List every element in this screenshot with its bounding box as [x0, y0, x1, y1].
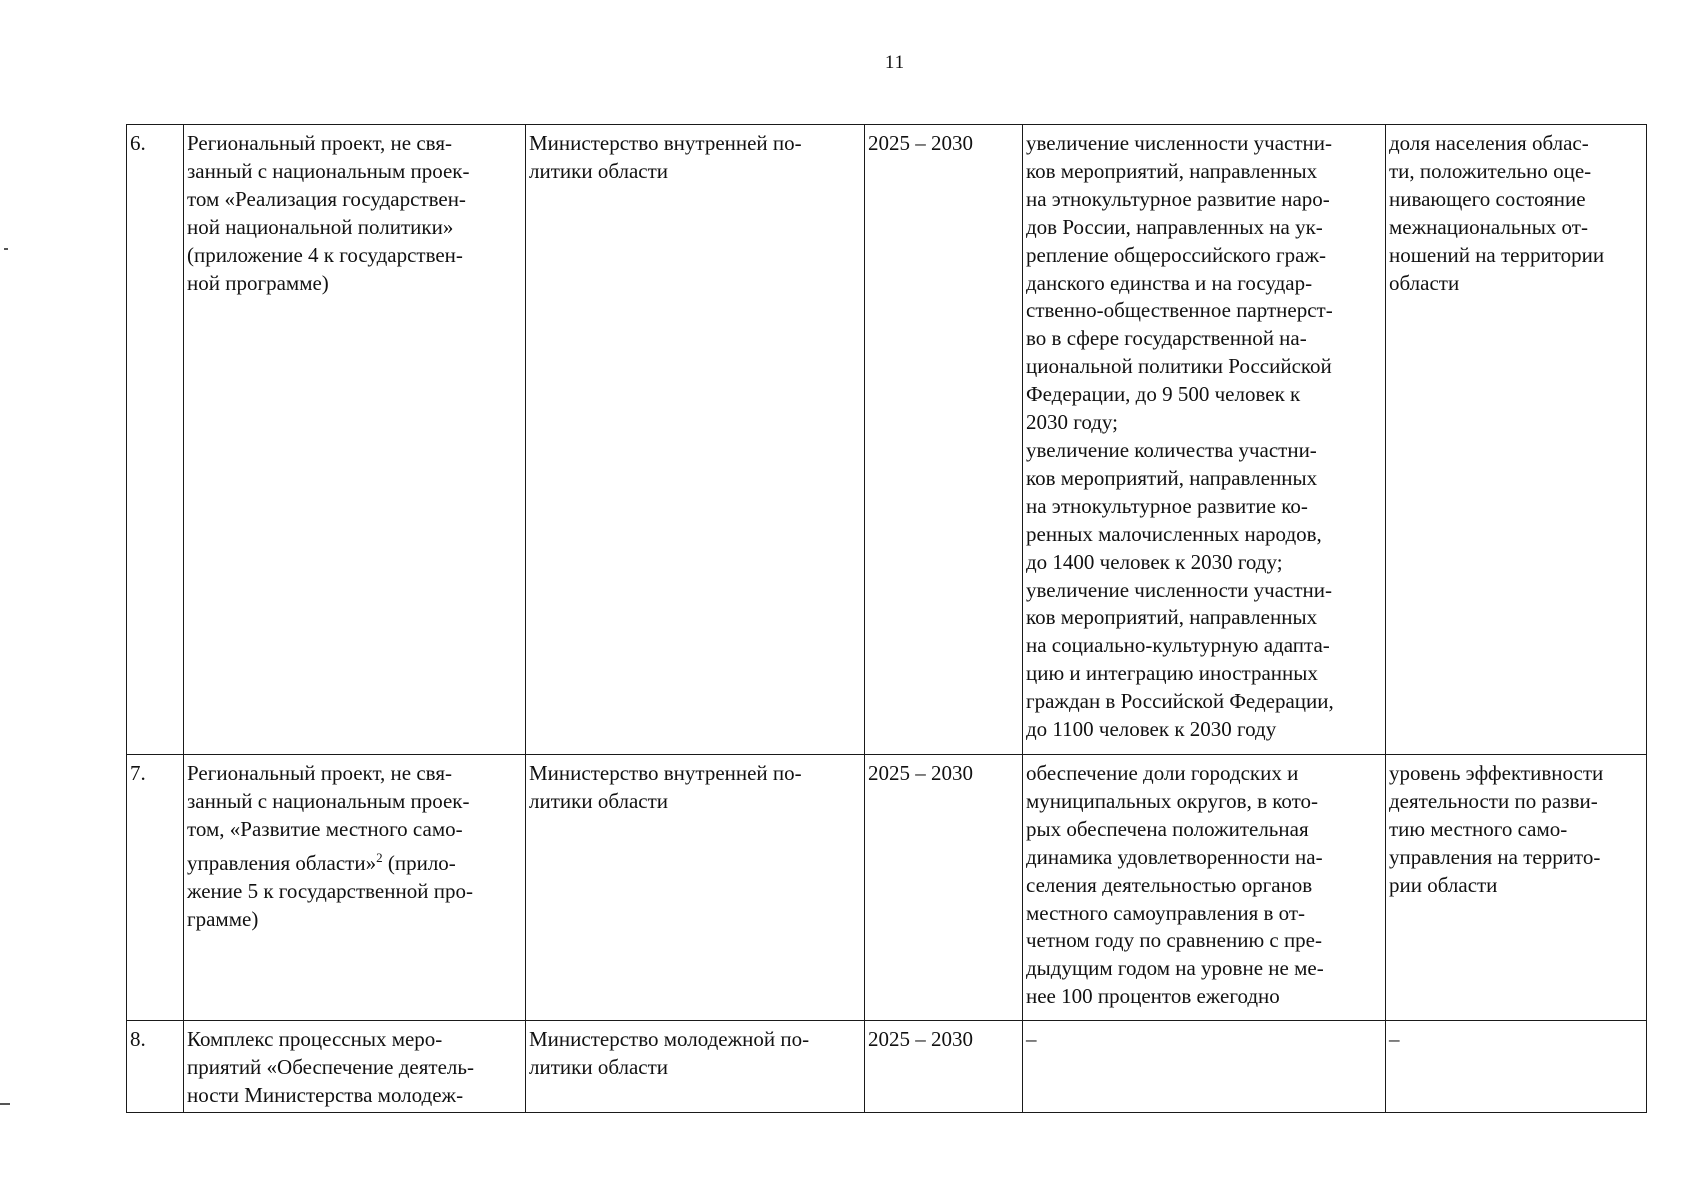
text-line: рых обеспечена положительная: [1026, 816, 1309, 841]
row-number: 6.: [130, 131, 146, 155]
responsible-org-cell: [526, 125, 865, 755]
text-line: репление общероссийского граж-: [1026, 242, 1326, 267]
text-line: 2030 году;: [1026, 410, 1118, 435]
tasks-cell: [1023, 755, 1386, 1021]
text-line: (приложение 4 к государствен-: [187, 242, 463, 267]
responsible-org-cell: [526, 1021, 865, 1113]
text-line: –: [1389, 1027, 1400, 1051]
text-line: Министерство внутренней по-: [529, 131, 802, 155]
text-line: межнациональных от-: [1389, 214, 1588, 239]
margin-mark-bottom: [0, 1103, 10, 1105]
text-line: Федерации, до 9 500 человек к: [1026, 382, 1301, 407]
text-line: на этнокультурное развитие ко-: [1026, 493, 1308, 518]
program-structure-table: [126, 124, 1647, 1113]
margin-mark-top: [4, 248, 8, 250]
text-line: ственно-общественное партнерст-: [1026, 298, 1333, 323]
row-number-cell: [127, 1021, 184, 1113]
text-line: дыдущим годом на уровне не ме-: [1026, 956, 1324, 981]
text-line: жение 5 к государственной про-: [187, 878, 473, 903]
text-line: занный с национальным проек-: [187, 158, 470, 183]
text-line: до 1400 человек к 2030 году;: [1026, 549, 1283, 574]
text-line: нее 100 процентов ежегодно: [1026, 984, 1280, 1009]
text-line: дов России, направленных на ук-: [1026, 214, 1323, 239]
indicator-cell: [1386, 755, 1647, 1021]
project-name-cell: [184, 1021, 526, 1113]
tasks-cell: [1023, 1021, 1386, 1113]
text-fragment: управления области»: [187, 850, 377, 875]
text-line: грамме): [187, 906, 259, 931]
text-line: том «Реализация государствен-: [187, 186, 466, 211]
text-line: на этнокультурное развитие наро-: [1026, 186, 1330, 211]
text-line: приятий «Обеспечение деятель-: [187, 1054, 474, 1079]
tasks-cell: [1023, 125, 1386, 755]
text-line: до 1100 человек к 2030 году: [1026, 717, 1277, 742]
text-line: области: [1389, 270, 1460, 295]
text-line: доля населения облас-: [1389, 131, 1589, 155]
text-line: цию и интеграцию иностранных: [1026, 661, 1318, 686]
project-name-cell: [184, 125, 526, 755]
period-text: 2025 – 2030: [868, 1027, 973, 1051]
row-number-cell: [127, 755, 184, 1021]
text-line: ности Министерства молодеж-: [187, 1082, 464, 1107]
text-line: тию местного само-: [1389, 816, 1568, 841]
period-cell: [865, 755, 1023, 1021]
text-line: муниципальных округов, в кото-: [1026, 788, 1318, 813]
footnote-marker: 2: [376, 849, 383, 865]
row-number-cell: [127, 125, 184, 755]
text-line: ной национальной политики»: [187, 214, 454, 239]
text-line: ков мероприятий, направленных: [1026, 465, 1318, 490]
period-cell: [865, 1021, 1023, 1113]
text-line: ков мероприятий, направленных: [1026, 605, 1318, 630]
row-number: 7.: [130, 761, 146, 785]
project-name-cell: [184, 755, 526, 1021]
text-line: управления на террито-: [1389, 844, 1601, 869]
text-line: обеспечение доли городских и: [1026, 761, 1299, 785]
text-line: увеличение количества участни-: [1026, 437, 1317, 462]
table-row: [127, 125, 1647, 755]
text-line: ной программе): [187, 270, 329, 295]
text-line: ношений на территории: [1389, 242, 1605, 267]
text-line: литики области: [529, 788, 669, 813]
text-line: литики области: [529, 158, 669, 183]
text-line: рии области: [1389, 872, 1498, 897]
text-line: Министерство молодежной по-: [529, 1027, 810, 1051]
text-line: –: [1026, 1027, 1037, 1051]
text-line: во в сфере государственной на-: [1026, 326, 1307, 351]
text-line: четном году по сравнению с пре-: [1026, 928, 1322, 953]
text-line: Региональный проект, не свя-: [187, 131, 452, 155]
text-line: литики области: [529, 1054, 669, 1079]
indicator-cell: [1386, 1021, 1647, 1113]
page-number: 11: [884, 52, 906, 73]
row-number: 8.: [130, 1027, 146, 1051]
text-line: данского единства и на государ-: [1026, 270, 1313, 295]
text-line: увеличение численности участни-: [1026, 577, 1333, 602]
period-text: 2025 – 2030: [868, 131, 973, 155]
text-line: нивающего состояние: [1389, 186, 1586, 211]
period-text: 2025 – 2030: [868, 761, 973, 785]
text-line: местного самоуправления в от-: [1026, 900, 1306, 925]
text-line: граждан в Российской Федерации,: [1026, 689, 1334, 714]
table-row: [127, 755, 1647, 1021]
text-line: [187, 844, 522, 878]
text-line: ти, положительно оце-: [1389, 158, 1592, 183]
text-line: Комплекс процессных меро-: [187, 1027, 443, 1051]
text-line: деятельности по разви-: [1389, 788, 1598, 813]
text-line: циональной политики Российской: [1026, 354, 1332, 379]
text-line: увеличение численности участни-: [1026, 131, 1333, 155]
text-line: Региональный проект, не свя-: [187, 761, 452, 785]
text-line: ренных малочисленных народов,: [1026, 521, 1322, 546]
text-line: Министерство внутренней по-: [529, 761, 802, 785]
text-fragment: (прило-: [382, 850, 456, 875]
text-line: уровень эффективности: [1389, 761, 1604, 785]
text-line: селения деятельностью органов: [1026, 872, 1313, 897]
period-cell: [865, 125, 1023, 755]
text-line: на социально-культурную адапта-: [1026, 633, 1330, 658]
text-line: ков мероприятий, направленных: [1026, 158, 1318, 183]
text-line: занный с национальным проек-: [187, 788, 470, 813]
table-row: [127, 1021, 1647, 1113]
text-line: том, «Развитие местного само-: [187, 816, 463, 841]
text-line: динамика удовлетворенности на-: [1026, 844, 1323, 869]
responsible-org-cell: [526, 755, 865, 1021]
indicator-cell: [1386, 125, 1647, 755]
